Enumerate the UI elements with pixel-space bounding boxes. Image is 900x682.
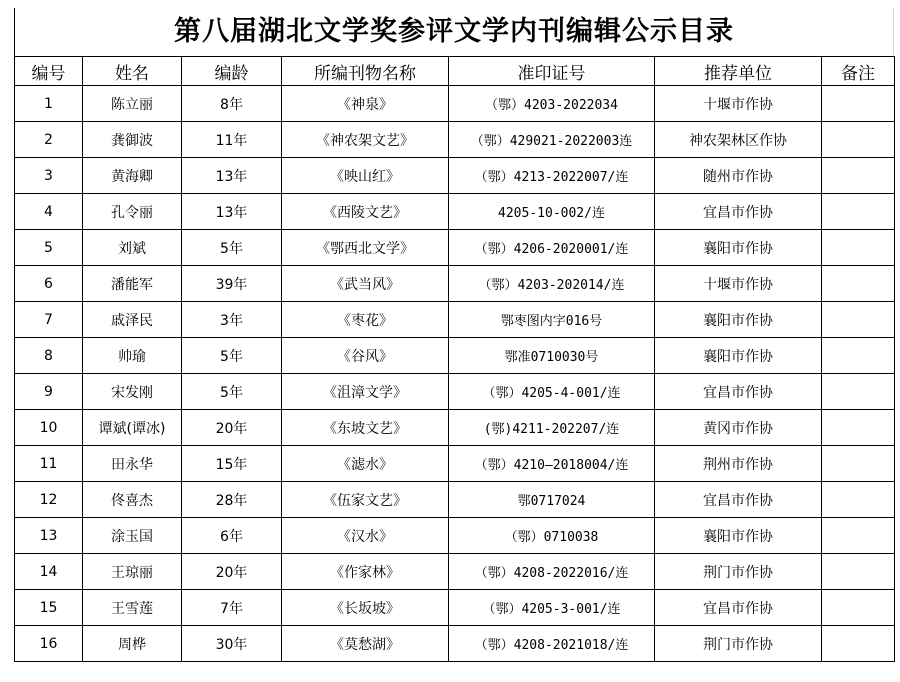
cell-name: 佟喜杰 [83, 482, 182, 518]
cell-number: 7 [15, 302, 83, 338]
cell-publication: 《汉水》 [282, 518, 449, 554]
cell-number: 3 [15, 158, 83, 194]
table-row [15, 230, 895, 266]
cell-permit-number: （鄂）4208-2022016/连 [449, 554, 655, 590]
cell-permit-number: 4205-10-002/连 [449, 194, 655, 230]
cell-permit-number: （鄂）4213-2022007/连 [449, 158, 655, 194]
cell-editing-years: 8年 [182, 86, 282, 122]
cell-publication: 《滤水》 [282, 446, 449, 482]
table-row [15, 410, 895, 446]
cell-name: 帅瑜 [83, 338, 182, 374]
cell-number: 6 [15, 266, 83, 302]
cell-publication: 《西陵文艺》 [282, 194, 449, 230]
cell-number: 11 [15, 446, 83, 482]
table-row [15, 158, 895, 194]
cell-recommending-unit: 荆门市作协 [655, 626, 822, 662]
cell-editing-years: 11年 [182, 122, 282, 158]
cell-publication: 《东坡文艺》 [282, 410, 449, 446]
cell-number: 13 [15, 518, 83, 554]
cell-remarks [822, 194, 895, 230]
cell-editing-years: 7年 [182, 590, 282, 626]
cell-name: 王雪莲 [83, 590, 182, 626]
cell-publication: 《神农架文艺》 [282, 122, 449, 158]
cell-editing-years: 39年 [182, 266, 282, 302]
cell-editing-years: 28年 [182, 482, 282, 518]
cell-number: 15 [15, 590, 83, 626]
cell-remarks [822, 518, 895, 554]
cell-recommending-unit: 黄冈市作协 [655, 410, 822, 446]
table-row [15, 86, 895, 122]
cell-editing-years: 5年 [182, 338, 282, 374]
table-header-row [15, 57, 895, 86]
cell-permit-number: （鄂）4203-2022034 [449, 86, 655, 122]
cell-name: 黄海卿 [83, 158, 182, 194]
cell-name: 涂玉国 [83, 518, 182, 554]
cell-number: 5 [15, 230, 83, 266]
cell-remarks [822, 410, 895, 446]
cell-recommending-unit: 十堰市作协 [655, 266, 822, 302]
document-title: 第八届湖北文学奖参评文学内刊编辑公示目录 [14, 8, 894, 56]
cell-recommending-unit: 襄阳市作协 [655, 338, 822, 374]
cell-editing-years: 15年 [182, 446, 282, 482]
header-name: 姓名 [83, 57, 182, 86]
cell-remarks [822, 338, 895, 374]
cell-number: 10 [15, 410, 83, 446]
cell-permit-number: 鄂枣图内字016号 [449, 302, 655, 338]
editor-list-table [14, 56, 895, 662]
cell-remarks [822, 122, 895, 158]
table-row [15, 554, 895, 590]
cell-remarks [822, 230, 895, 266]
cell-number: 4 [15, 194, 83, 230]
cell-publication: 《鄂西北文学》 [282, 230, 449, 266]
cell-remarks [822, 590, 895, 626]
cell-recommending-unit: 宜昌市作协 [655, 374, 822, 410]
cell-name: 孔令丽 [83, 194, 182, 230]
cell-recommending-unit: 十堰市作协 [655, 86, 822, 122]
cell-editing-years: 13年 [182, 194, 282, 230]
cell-permit-number: （鄂）0710038 [449, 518, 655, 554]
table-row [15, 518, 895, 554]
cell-editing-years: 6年 [182, 518, 282, 554]
table-row [15, 302, 895, 338]
table-row [15, 446, 895, 482]
cell-name: 周桦 [83, 626, 182, 662]
cell-remarks [822, 374, 895, 410]
cell-editing-years: 20年 [182, 554, 282, 590]
cell-publication: 《伍家文艺》 [282, 482, 449, 518]
cell-publication: 《谷风》 [282, 338, 449, 374]
cell-name: 戚泽民 [83, 302, 182, 338]
document-sheet [14, 8, 894, 662]
cell-recommending-unit: 襄阳市作协 [655, 230, 822, 266]
table-row [15, 590, 895, 626]
cell-remarks [822, 266, 895, 302]
cell-remarks [822, 626, 895, 662]
cell-name: 陈立丽 [83, 86, 182, 122]
cell-number: 1 [15, 86, 83, 122]
cell-permit-number: （鄂）4208-2021018/连 [449, 626, 655, 662]
cell-publication: 《武当风》 [282, 266, 449, 302]
cell-permit-number: （鄂）4206-2020001/连 [449, 230, 655, 266]
cell-publication: 《映山红》 [282, 158, 449, 194]
cell-recommending-unit: 神农架林区作协 [655, 122, 822, 158]
cell-editing-years: 20年 [182, 410, 282, 446]
cell-number: 2 [15, 122, 83, 158]
table-row [15, 482, 895, 518]
cell-remarks [822, 446, 895, 482]
cell-name: 田永华 [83, 446, 182, 482]
cell-editing-years: 13年 [182, 158, 282, 194]
cell-name: 潘能军 [83, 266, 182, 302]
header-publication: 所编刊物名称 [282, 57, 449, 86]
cell-permit-number: (鄂)4211-202207/连 [449, 410, 655, 446]
cell-permit-number: 鄂准0710030号 [449, 338, 655, 374]
cell-name: 龚御波 [83, 122, 182, 158]
header-editing-years: 编龄 [182, 57, 282, 86]
cell-recommending-unit: 荆门市作协 [655, 554, 822, 590]
cell-permit-number: 鄂0717024 [449, 482, 655, 518]
cell-number: 14 [15, 554, 83, 590]
cell-number: 9 [15, 374, 83, 410]
cell-editing-years: 5年 [182, 374, 282, 410]
cell-publication: 《枣花》 [282, 302, 449, 338]
cell-publication: 《莫愁湖》 [282, 626, 449, 662]
cell-editing-years: 30年 [182, 626, 282, 662]
cell-recommending-unit: 荆州市作协 [655, 446, 822, 482]
cell-recommending-unit: 襄阳市作协 [655, 518, 822, 554]
cell-name: 宋发刚 [83, 374, 182, 410]
table-row [15, 122, 895, 158]
cell-recommending-unit: 襄阳市作协 [655, 302, 822, 338]
header-permit-number: 准印证号 [449, 57, 655, 86]
cell-remarks [822, 302, 895, 338]
cell-number: 16 [15, 626, 83, 662]
cell-recommending-unit: 宜昌市作协 [655, 482, 822, 518]
cell-publication: 《沮漳文学》 [282, 374, 449, 410]
cell-permit-number: （鄂）429021-2022003连 [449, 122, 655, 158]
cell-recommending-unit: 宜昌市作协 [655, 590, 822, 626]
cell-remarks [822, 86, 895, 122]
table-row [15, 338, 895, 374]
cell-permit-number: （鄂）4205-3-001/连 [449, 590, 655, 626]
cell-number: 8 [15, 338, 83, 374]
table-row [15, 266, 895, 302]
cell-permit-number: （鄂）4205-4-001/连 [449, 374, 655, 410]
cell-remarks [822, 158, 895, 194]
cell-permit-number: （鄂）4203-202014/连 [449, 266, 655, 302]
cell-permit-number: （鄂）4210—2018004/连 [449, 446, 655, 482]
header-number: 编号 [15, 57, 83, 86]
cell-remarks [822, 482, 895, 518]
cell-editing-years: 3年 [182, 302, 282, 338]
table-row [15, 626, 895, 662]
table-row [15, 374, 895, 410]
cell-name: 刘斌 [83, 230, 182, 266]
cell-name: 谭斌(谭冰) [83, 410, 182, 446]
cell-publication: 《长坂坡》 [282, 590, 449, 626]
cell-recommending-unit: 随州市作协 [655, 158, 822, 194]
cell-name: 王琼丽 [83, 554, 182, 590]
cell-publication: 《作家林》 [282, 554, 449, 590]
header-recommending-unit: 推荐单位 [655, 57, 822, 86]
cell-recommending-unit: 宜昌市作协 [655, 194, 822, 230]
header-remarks: 备注 [822, 57, 895, 86]
cell-editing-years: 5年 [182, 230, 282, 266]
table-row [15, 194, 895, 230]
cell-number: 12 [15, 482, 83, 518]
cell-publication: 《神泉》 [282, 86, 449, 122]
cell-remarks [822, 554, 895, 590]
